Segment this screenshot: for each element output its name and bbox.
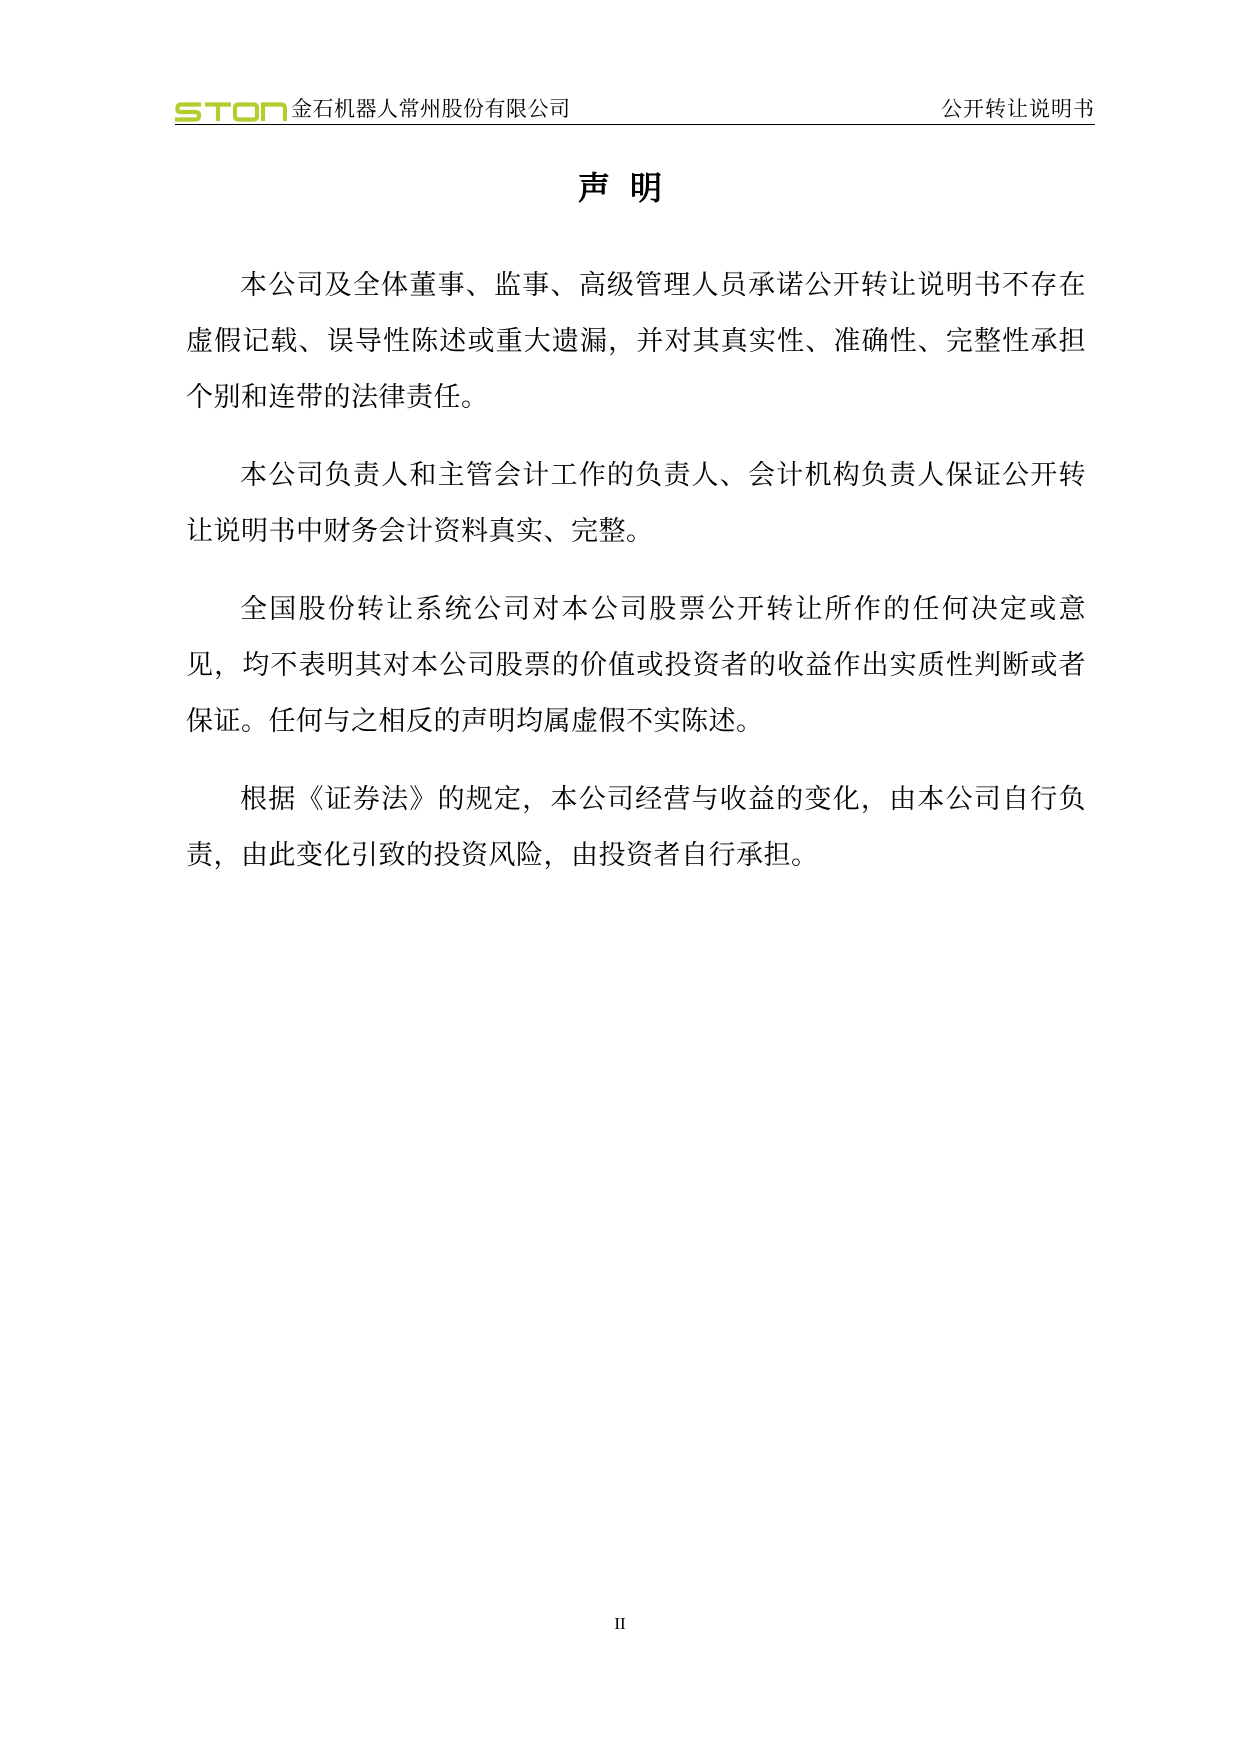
ston-logo-mark [175,102,287,122]
statement-body [186,258,1086,906]
header-left [175,96,571,122]
statement-paragraph-1: 本公司及全体董事、监事、高级管理人员承诺公开转让说明书不存在虚假记载、误导性陈述或重大遗漏，并对其真实性、准确性、完整性承担个别和连带的法律责任。 [186,270,1086,413]
page-number: II [614,1614,626,1633]
document-name: 公开转让说明书 [941,97,1095,121]
statement-paragraph-4: 根据《证券法》的规定，本公司经营与收益的变化，由本公司自行负责，由此变化引致的投资风险，由投资者自行承担。 [186,784,1086,871]
statement-paragraph-2: 本公司负责人和主管会计工作的负责人、会计机构负责人保证公开转让说明书中财务会计资料真实、完整。 [186,460,1086,547]
statement-paragraph-3: 全国股份转让系统公司对本公司股票公开转让所作的任何决定或意见，均不表明其对本公司股票的价值或投资者的收益作出实质性判断或者保证。任何与之相反的声明均属虚假不实陈述。 [186,594,1086,737]
page-title: 声明 [577,169,682,207]
ston-logo [175,100,287,122]
company-name: 金石机器人常州股份有限公司 [291,97,571,121]
page-header [175,86,1095,125]
